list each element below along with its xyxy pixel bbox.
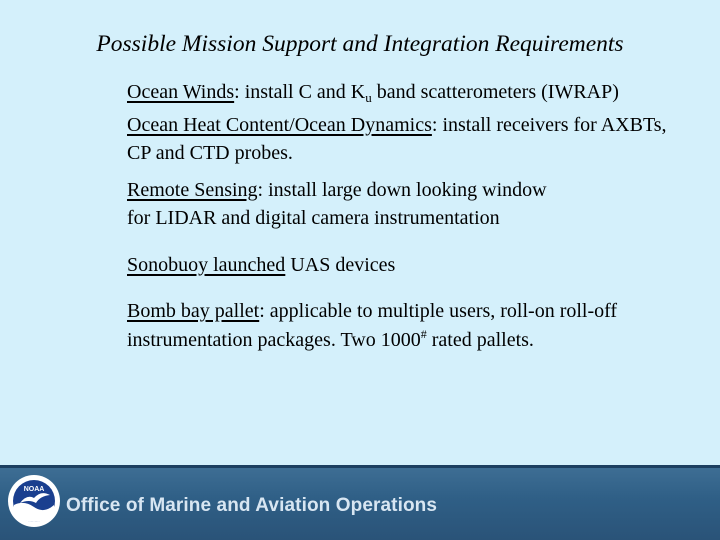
svg-text:NOAA: NOAA — [23, 486, 45, 493]
item-text: : applicable to multiple users, roll-on roll-off instrumentation packages. Two 1000 — [127, 300, 618, 351]
item-label: Remote Sensing — [127, 178, 258, 201]
item-text: : install receivers for AXBTs, CP and CTD probes. — [127, 113, 667, 164]
requirement-sonobuoy — [127, 251, 687, 280]
item-label: Ocean Winds — [127, 81, 235, 103]
slide-title: Possible Mission Support and Integration Requirements — [96, 31, 624, 57]
organization-name: Office of Marine and Aviation Operations — [66, 495, 438, 516]
requirement-bomb-bay — [127, 297, 637, 356]
item-superscript: # — [420, 326, 427, 341]
requirements-list — [127, 78, 687, 356]
footer-bar — [0, 465, 720, 540]
requirement-ocean-heat — [127, 111, 687, 168]
item-label: Sonobuoy launched — [127, 253, 286, 276]
item-label: Ocean Heat Content/Ocean Dynamics — [127, 113, 432, 136]
requirement-ocean-winds — [127, 78, 687, 109]
footer-divider — [0, 465, 720, 468]
item-subscript: u — [365, 90, 372, 105]
item-text: : install C and K — [234, 81, 366, 103]
item-text: : install large down looking window for LIDAR and digital camera instrumentation — [127, 178, 547, 229]
item-label: Bomb bay pallet — [127, 300, 260, 322]
noaa-logo-icon — [7, 474, 61, 528]
item-text-cont: rated pallets. — [426, 328, 534, 351]
requirement-remote-sensing — [127, 176, 567, 233]
item-text: UAS devices — [285, 253, 396, 276]
item-text-cont: band scatterometers (IWRAP) — [371, 81, 619, 103]
